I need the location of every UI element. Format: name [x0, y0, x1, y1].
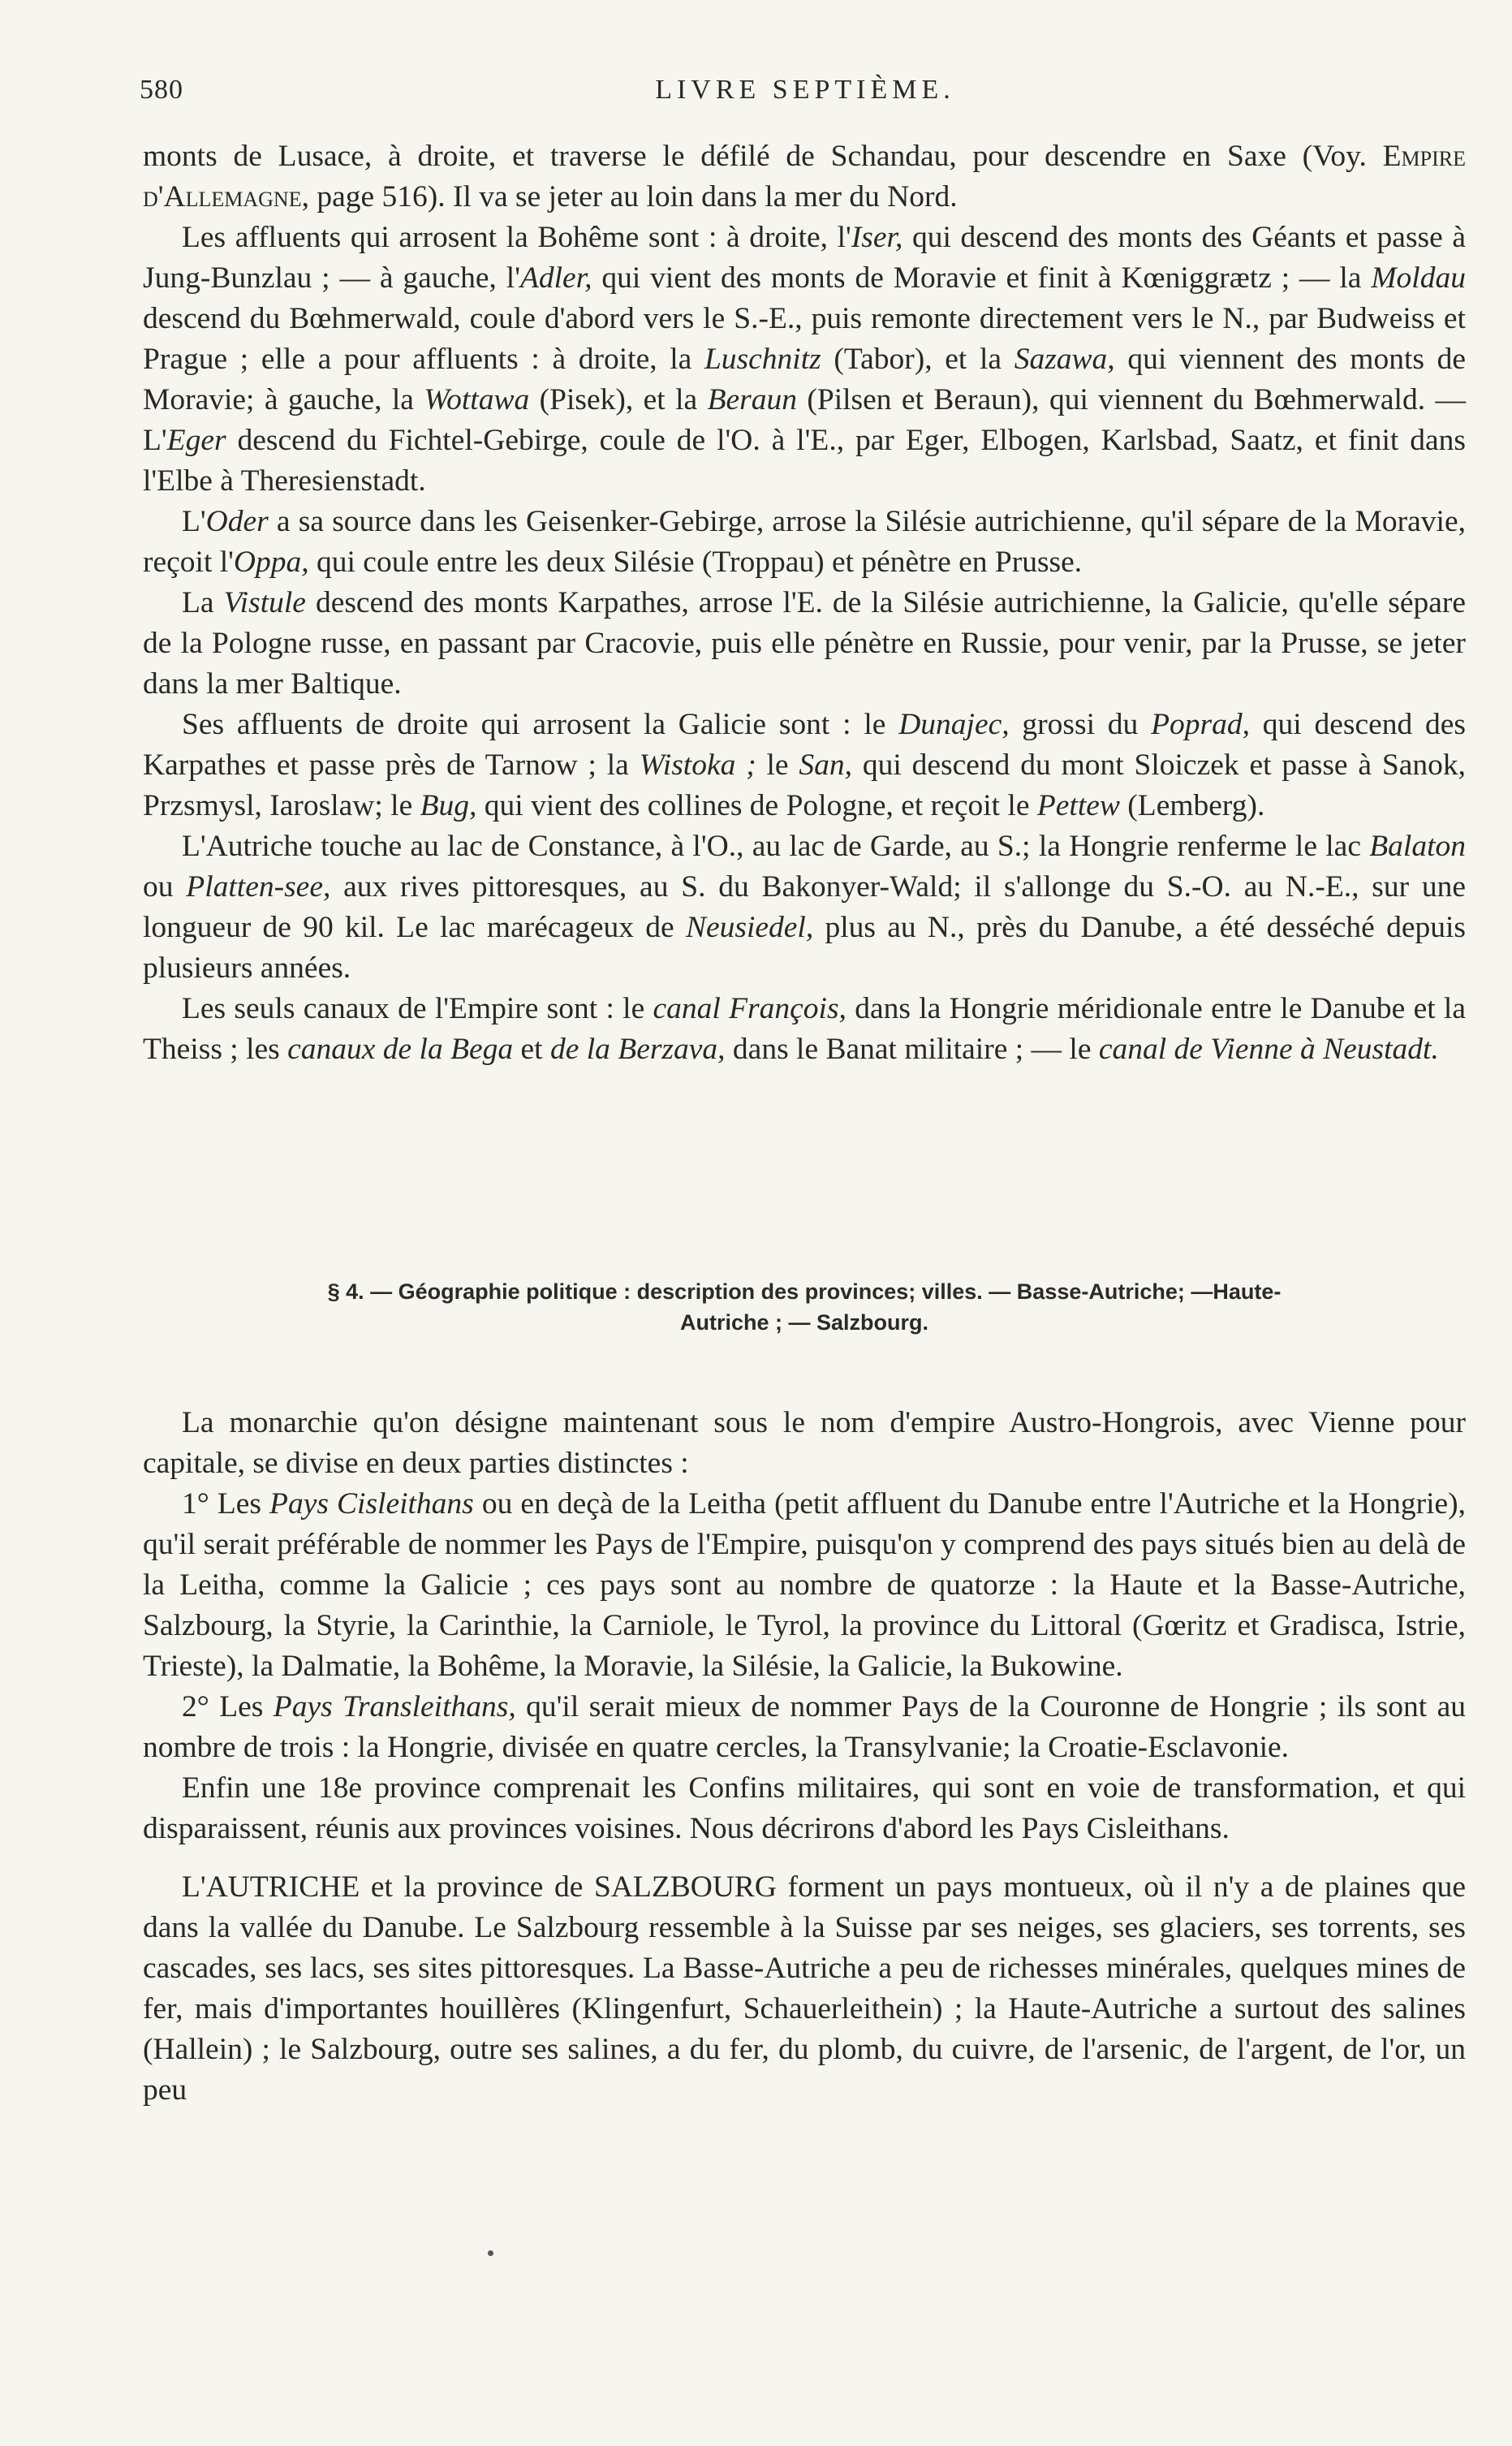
ink-speck	[488, 2250, 493, 2256]
page-header	[140, 75, 1471, 107]
body-text-bottom	[143, 1403, 1466, 2111]
running-title: LIVRE SEPTIÈME.	[655, 75, 955, 105]
body-text-top	[143, 136, 1466, 1070]
paragraph: La Vistule descend des monts Karpathes, arrose l'E. de la Silésie autrichienne, la Galicie, qu'elle sépare de la Pologne russe, en passant par Cracovie, puis elle pénètre en Russie, pour venir, par la Prusse, se jeter dans la mer Baltique.	[143, 586, 1466, 701]
section-heading-line: § 4. — Géographie politique : description des provinces; villes. — Basse-Autriche; —Haute-	[327, 1279, 1282, 1304]
paragraph: Les seuls canaux de l'Empire sont : le canal François, dans la Hongrie méridionale entre le Danube et la Theiss ; les canaux de la Bega et de la Berzava, dans le Banat militaire ; — le canal de Vienne à Neustadt.	[143, 992, 1466, 1066]
paragraph: Les affluents qui arrosent la Bohême sont : à droite, l'Iser, qui descend des monts des Géants et passe à Jung-Bunzlau ; — à gauche, l'Adler, qui vient des monts de Moravie et finit à Kœniggrætz ; — la Moldau descend du Bœhmerwald, coule d'abord vers le S.-E., puis remonte directement vers le N., par Budweiss et Prague ; elle a pour affluents : à droite, la Luschnitz (Tabor), et la Sazawa, qui viennent des monts de Moravie; à gauche, la Wottawa (Pisek), et la Beraun (Pilsen et Beraun), qui viennent du Bœhmerwald. — L'Eger descend du Fichtel-Gebirge, coule de l'O. à l'E., par Eger, Elbogen, Karlsbad, Saatz, et finit dans l'Elbe à Theresienstadt.	[143, 221, 1467, 498]
paragraph: 1° Les Pays Cisleithans ou en deçà de la Leitha (petit affluent du Danube entre l'Autriche et la Hongrie), qu'il serait préférable de nommer les Pays de l'Empire, puisqu'on y comprend des pays situés bien au delà de la Leitha, comme la Galicie ; ces pays sont au nombre de quatorze : la Haute et la Basse-Autriche, Salzbourg, la Styrie, la Carinthie, la Carniole, le Tyrol, la province du Littoral (Gœritz et Gradisca, Istrie, Trieste), la Dalmatie, la Bohême, la Moravie, la Silésie, la Galicie, la Bukowine.	[143, 1487, 1466, 1683]
page-number: 580	[140, 75, 183, 105]
section-heading-line: Autriche ; — Salzbourg.	[679, 1310, 929, 1335]
paragraph: L'AUTRICHE et la province de SALZBOURG forment un pays montueux, où il n'y a de plaines que dans la vallée du Danube. Le Salzbourg ressemble à la Suisse par ses neiges, ses glaciers, ses torrents, ses cascades, ses lacs, ses sites pittoresques. La Basse-Autriche a peu de richesses minérales, quelques mines de fer, mais d'importantes houillères (Klingenfurt, Schauerleithein) ; la Haute-Autriche a surtout des salines (Hallein) ; le Salzbourg, outre ses salines, a du fer, du plomb, du cuivre, de l'arsenic, de l'argent, de l'or, un peu	[143, 1870, 1466, 2107]
paragraph: monts de Lusace, à droite, et traverse le défilé de Schandau, pour descendre en Saxe (Voy. Empire d'Allemagne, page 516). Il va se jeter au loin dans la mer du Nord.	[143, 140, 1466, 214]
paragraph: Ses affluents de droite qui arrosent la Galicie sont : le Dunajec, grossi du Poprad, qui descend des Karpathes et passe près de Tarnow ; la Wistoka ; le San, qui descend du mont Sloiczek et passe à Sanok, Przsmysl, Iaroslaw; le Bug, qui vient des collines de Pologne, et reçoit le Pettew (Lemberg).	[143, 708, 1467, 822]
paragraph: Enfin une 18e province comprenait les Confins militaires, qui sont en voie de transformation, et qui disparaissent, réunis aux provinces voisines. Nous décrirons d'abord les Pays Cisleithans.	[143, 1771, 1466, 1845]
paragraph: L'Autriche touche au lac de Constance, à l'O., au lac de Garde, au S.; la Hongrie renferme le lac Balaton ou Platten-see, aux rives pittoresques, au S. du Bakonyer-Wald; il s'allonge du S.-O. au N.-E., sur une longueur de 90 kil. Le lac marécageux de Neusiedel, plus au N., près du Danube, a été desséché depuis plusieurs années.	[143, 830, 1467, 985]
paragraph: La monarchie qu'on désigne maintenant sous le nom d'empire Austro-Hongrois, avec Vienne pour capitale, se divise en deux parties distinctes :	[143, 1406, 1466, 1480]
section-heading	[143, 1276, 1466, 1338]
paragraph: L'Oder a sa source dans les Geisenker-Gebirge, arrose la Silésie autrichienne, qu'il sépare de la Moravie, reçoit l'Oppa, qui coule entre les deux Silésie (Troppau) et pénètre en Prusse.	[143, 505, 1466, 579]
paragraph: 2° Les Pays Transleithans, qu'il serait mieux de nommer Pays de la Couronne de Hongrie ; ils sont au nombre de trois : la Hongrie, divisée en quatre cercles, la Transylvanie; la Croatie-Esclavonie.	[143, 1690, 1466, 1764]
